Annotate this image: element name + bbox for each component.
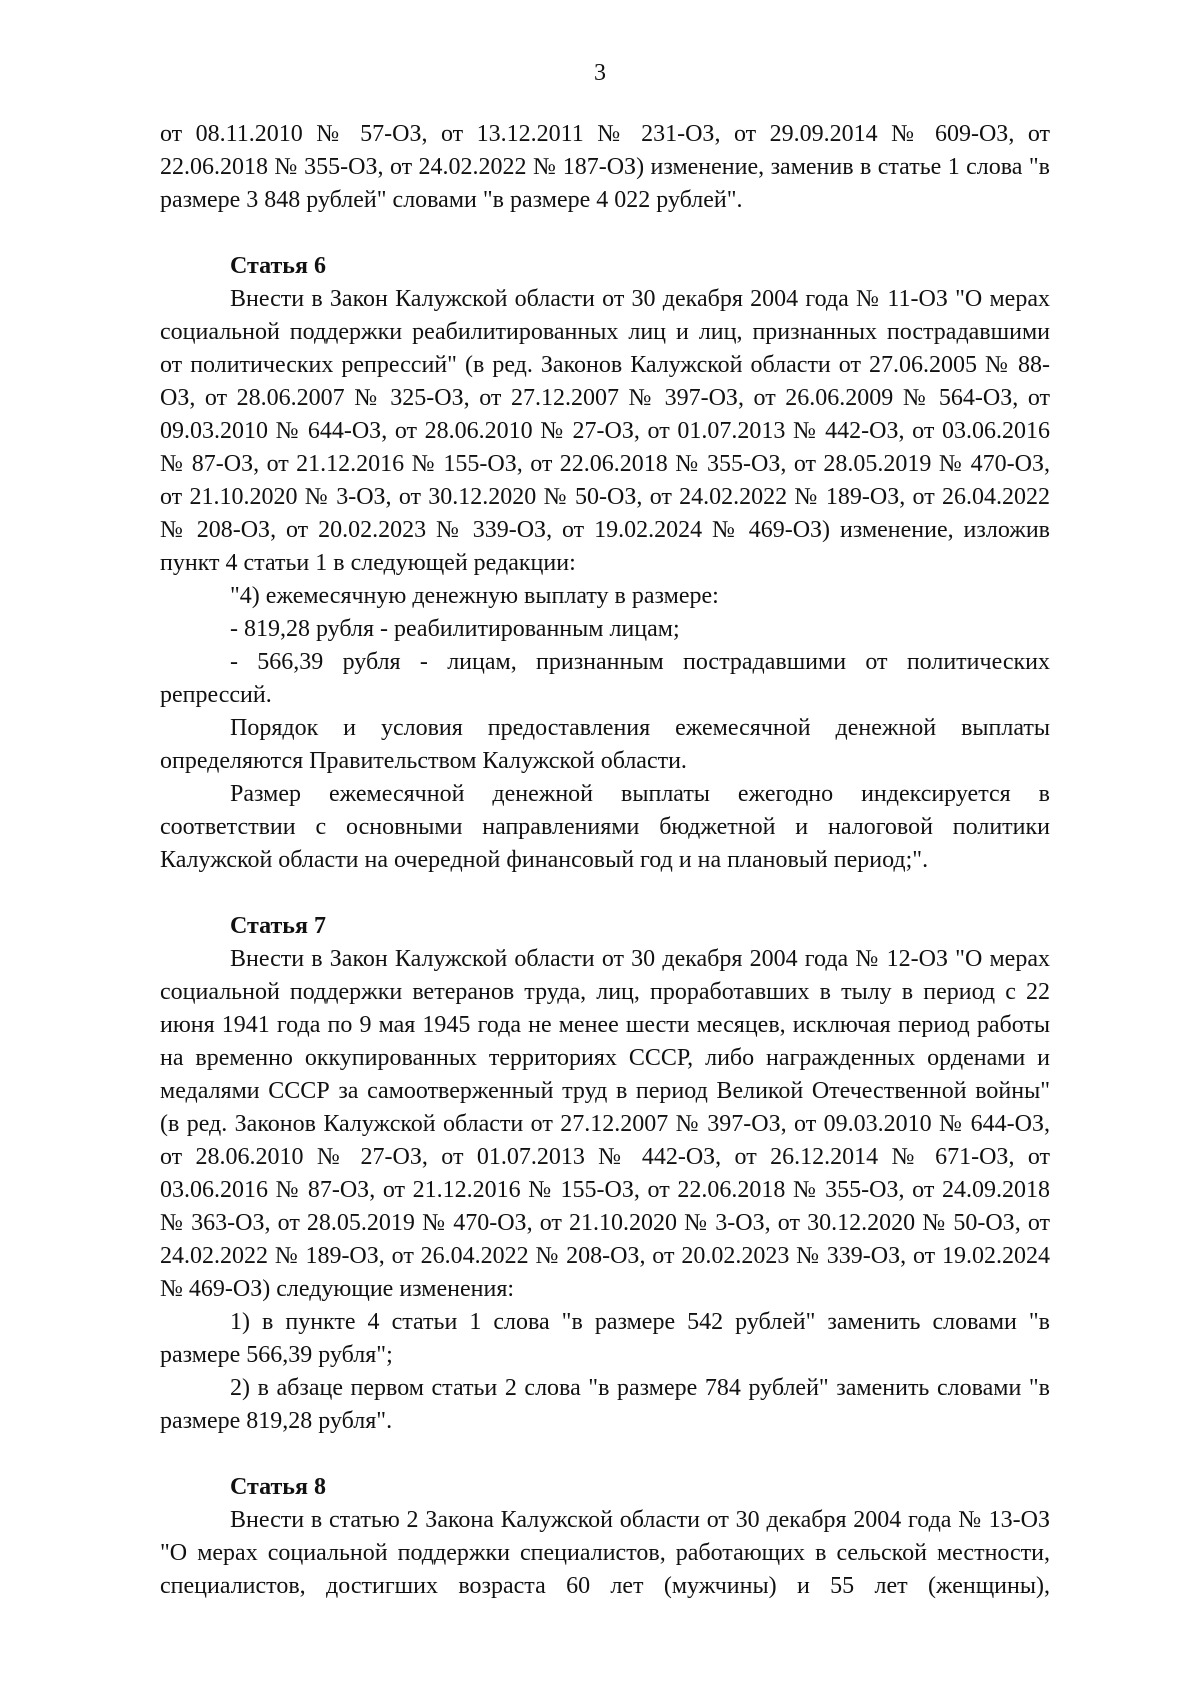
spacer (160, 1438, 1050, 1471)
article-8 (160, 1471, 1050, 1603)
article-8-title: Статья 8 (230, 1474, 326, 1500)
article-7-title: Статья 7 (230, 913, 326, 939)
page-number: 3 (594, 60, 606, 86)
article-7-paragraph-3: 2) в абзаце первом статьи 2 слова "в размере 784 рублей" заменить словами "в размере 819,28 рубля". (160, 1375, 1050, 1434)
intro-paragraph: от 08.11.2010 № 57-ОЗ, от 13.12.2011 № 231-ОЗ, от 29.09.2014 № 609-ОЗ, от 22.06.2018 № 355-ОЗ, от 24.02.2022 № 187-ОЗ) изменение, заменив в статье 1 слова "в размере 3 848 рублей" словами "в размере 4 022 рублей". (160, 121, 1050, 213)
spacer (160, 217, 1050, 250)
article-7-paragraph-1: Внести в Закон Калужской области от 30 декабря 2004 года № 12-ОЗ "О мерах социальной поддержки ветеранов труда, лиц, проработавших в тылу в период с 22 июня 1941 года по 9 мая 1945 года не менее шести месяцев, исключая период работы на временно оккупированных территориях СССР, либо награжденных орденами и медалями СССР за самоотверженный труд в период Великой Отечественной войны" (в ред. Законов Калужской области от 27.12.2007 № 397-ОЗ, от 09.03.2010 № 644-ОЗ, от 28.06.2010 № 27-ОЗ, от 01.07.2013 № 442-ОЗ, от 26.12.2014 № 671-ОЗ, от 03.06.2016 № 87-ОЗ, от 21.12.2016 № 155-ОЗ, от 22.06.2018 № 355-ОЗ, от 24.09.2018 № 363-ОЗ, от 28.05.2019 № 470-ОЗ, от 21.10.2020 № 3-ОЗ, от 30.12.2020 № 50-ОЗ, от 24.02.2022 № 189-ОЗ, от 26.04.2022 № 208-ОЗ, от 20.02.2023 № 339-ОЗ, от 19.02.2024 № 469-ОЗ) следующие изменения: (160, 946, 1050, 1302)
article-6-title: Статья 6 (230, 253, 326, 279)
article-8-paragraph-1: Внести в статью 2 Закона Калужской области от 30 декабря 2004 года № 13-ОЗ "О мерах социальной поддержки специалистов, работающих в сельской местности, специалистов, достигших возраста 60 лет (мужчины) и 55 лет (женщины), (160, 1507, 1050, 1599)
document-body (160, 118, 1050, 1603)
article-6 (160, 250, 1050, 877)
article-6-paragraph-1: Внести в Закон Калужской области от 30 декабря 2004 года № 11-ОЗ "О мерах социальной поддержки реабилитированных лиц и лиц, признанных пострадавшими от политических репрессий" (в ред. Законов Калужской области от 27.06.2005 № 88-ОЗ, от 28.06.2007 № 325-ОЗ, от 27.12.2007 № 397-ОЗ, от 26.06.2009 № 564-ОЗ, от 09.03.2010 № 644-ОЗ, от 28.06.2010 № 27-ОЗ, от 01.07.2013 № 442-ОЗ, от 03.06.2016 № 87-ОЗ, от 21.12.2016 № 155-ОЗ, от 22.06.2018 № 355-ОЗ, от 28.05.2019 № 470-ОЗ, от 21.10.2020 № 3-ОЗ, от 30.12.2020 № 50-ОЗ, от 24.02.2022 № 189-ОЗ, от 26.04.2022 № 208-ОЗ, от 20.02.2023 № 339-ОЗ, от 19.02.2024 № 469-ОЗ) изменение, изложив пункт 4 статьи 1 в следующей редакции: (160, 286, 1050, 576)
article-7-paragraph-2: 1) в пункте 4 статьи 1 слова "в размере 542 рублей" заменить словами "в размере 566,39 рубля"; (160, 1309, 1050, 1368)
article-6-paragraph-5: Порядок и условия предоставления ежемесячной денежной выплаты определяются Правительством Калужской области. (160, 715, 1050, 774)
article-6-paragraph-2: "4) ежемесячную денежную выплату в размере: (230, 583, 719, 609)
article-6-paragraph-4: - 566,39 рубля - лицам, признанным пострадавшими от политических репрессий. (160, 649, 1050, 708)
article-6-paragraph-6: Размер ежемесячной денежной выплаты ежегодно индексируется в соответствии с основными направлениями бюджетной и налоговой политики Калужской области на очередной финансовый год и на плановый период;". (160, 781, 1050, 873)
article-7 (160, 910, 1050, 1438)
spacer (160, 877, 1050, 910)
article-6-paragraph-3: - 819,28 рубля - реабилитированным лицам; (230, 616, 680, 642)
